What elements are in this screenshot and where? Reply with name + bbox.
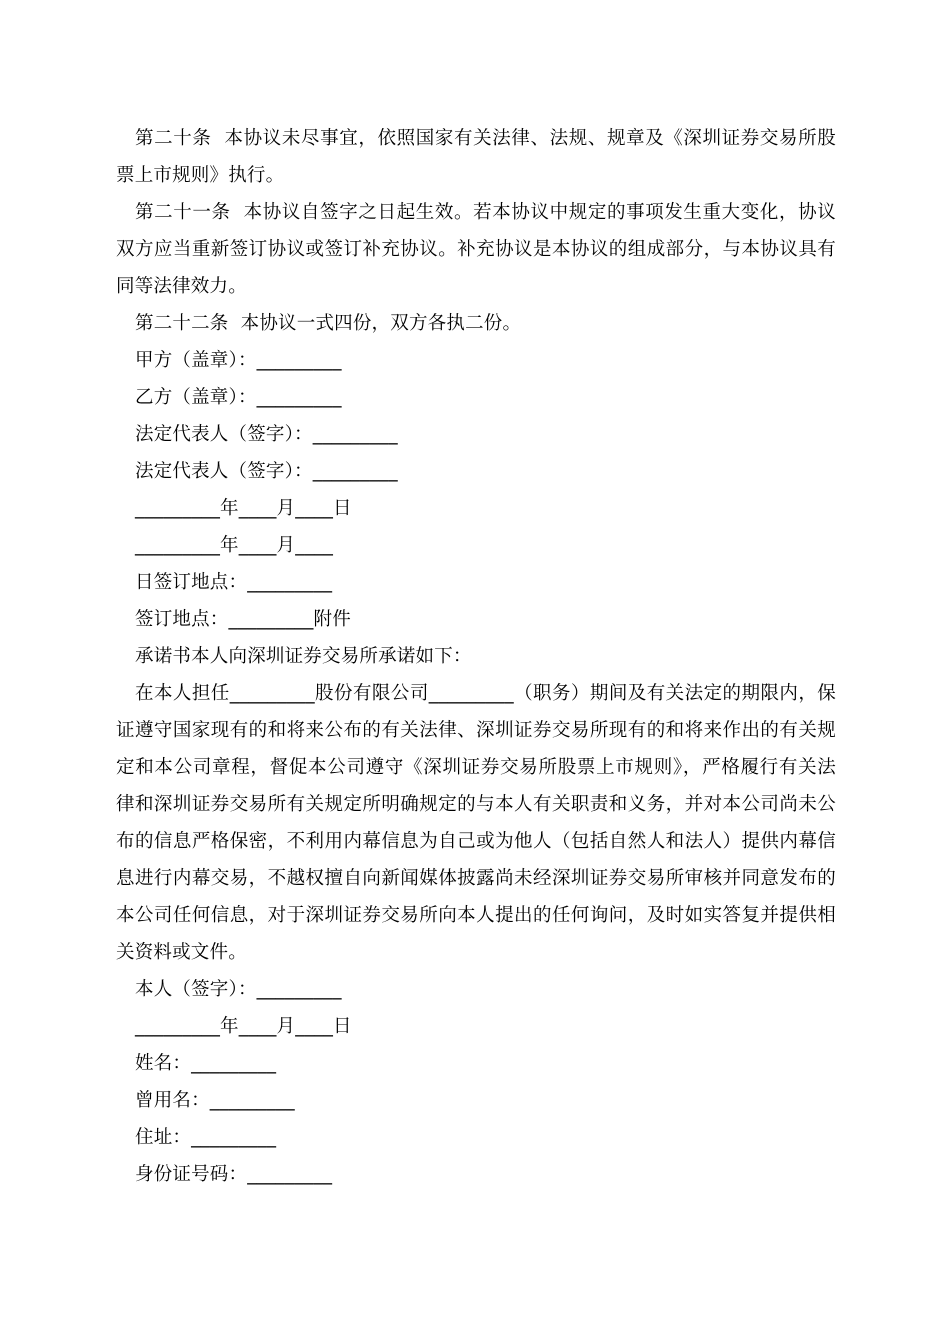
article-20: 第二十条 本协议未尽事宜，依照国家有关法律、法规、规章及《深圳证券交易所股票上市规则》执行。: [116, 128, 836, 186]
pledge-intro: 承诺书本人向深圳证券交易所承诺如下：: [135, 646, 472, 667]
party-a-seal-field: 甲方（盖章）：_________: [135, 350, 342, 371]
signing-place-field-2: 签订地点：_________附件: [135, 609, 351, 630]
signing-place-field-1: 日签订地点：_________: [135, 572, 333, 593]
legal-representative-signature-2: 法定代表人（签字）：_________: [135, 461, 398, 482]
date-field-1: _________年____月____日: [135, 498, 352, 519]
article-22: 第二十二条 本协议一式四份，双方各执二份。: [135, 313, 522, 334]
former-name-field: 曾用名：_________: [135, 1090, 295, 1111]
party-b-seal-field: 乙方（盖章）：_________: [135, 387, 342, 408]
address-field: 住址：_________: [135, 1127, 277, 1148]
name-field: 姓名：_________: [135, 1053, 277, 1074]
self-signature-field: 本人（签字）：_________: [135, 979, 342, 1000]
legal-representative-signature-1: 法定代表人（签字）：_________: [135, 424, 398, 445]
date-field-3: _________年____月____日: [135, 1016, 352, 1037]
date-field-2: _________年____月____: [135, 535, 334, 556]
pledge-body: 在本人担任_________股份有限公司_________（职务）期间及有关法定的期限内，保证遵守国家现有的和将来公布的有关法律、深圳证券交易所现有的和将来作出的有关规定和本公司章程，督促本公司遵守《深圳证券交易所股票上市规则》，严格履行有关法律和深圳证券交易所有关规定所明确规定的与本人有关职责和义务，并对本公司尚未公布的信息严格保密，不利用内幕信息为自己或为他人（包括自然人和法人）提供内幕信息进行内幕交易，不越权擅自向新闻媒体披露尚未经深圳证券交易所审核并同意发布的本公司任何信息，对于深圳证券交易所向本人提出的任何询问，及时如实答复并提供相关资料或文件。: [116, 683, 836, 963]
id-number-field: 身份证号码：_________: [135, 1164, 333, 1185]
document-page: [116, 120, 836, 1193]
article-21: 第二十一条 本协议自签字之日起生效。若本协议中规定的事项发生重大变化，协议双方应当重新签订协议或签订补充协议。补充协议是本协议的组成部分，与本协议具有同等法律效力。: [116, 202, 836, 297]
